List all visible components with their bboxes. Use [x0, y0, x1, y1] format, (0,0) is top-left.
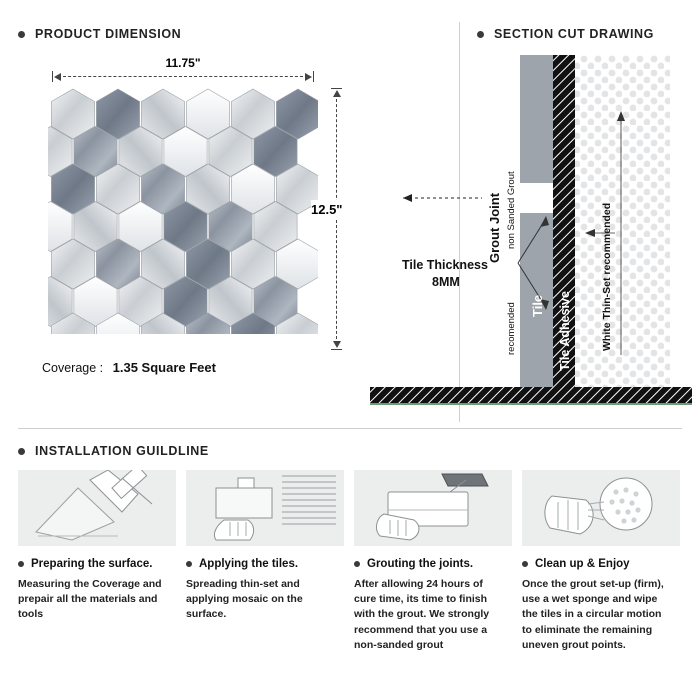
- tile-sample-image: [48, 86, 318, 348]
- height-dimension: [311, 88, 343, 350]
- horizontal-divider: [18, 428, 682, 429]
- coverage-row: [42, 360, 216, 375]
- section-header-installation: [18, 444, 209, 458]
- installation-step: [18, 470, 176, 653]
- installation-steps: [18, 470, 684, 653]
- section-header-product-dimension: [18, 27, 181, 41]
- tile-thickness-label: Tile Thickness: [402, 258, 488, 272]
- grout-note-line2: recomended: [506, 302, 517, 355]
- dimension-cap-top: [331, 88, 342, 89]
- step-illustration: [522, 470, 680, 546]
- arrow-left-icon: [54, 73, 61, 81]
- section-title: PRODUCT DIMENSION: [35, 27, 182, 41]
- height-label: 12.5": [311, 202, 343, 217]
- step-title-row: [186, 558, 344, 570]
- step-illustration: [186, 470, 344, 546]
- tile-adhesive-label: Tile Adhesive: [558, 291, 572, 371]
- bullet-icon: [477, 31, 484, 38]
- section-header-section-cut: [477, 27, 654, 41]
- bullet-icon: [186, 561, 192, 567]
- step-body: After allowing 24 hours of cure time, its time to finish with the grout. We strongly recommend that you use a non-sanded grout: [354, 578, 490, 651]
- dimension-line: [336, 94, 337, 344]
- arrow-up-icon: [333, 90, 341, 97]
- coverage-label: Coverage :: [42, 361, 104, 375]
- installation-step: [354, 470, 512, 653]
- section-title: SECTION CUT DRAWING: [494, 27, 655, 41]
- installation-step: [522, 470, 680, 653]
- dimension-cap-bottom: [331, 349, 342, 350]
- dimension-cap-right: [313, 71, 314, 82]
- step-title: Preparing the surface.: [31, 558, 153, 570]
- step-title: Applying the tiles.: [199, 558, 299, 570]
- arrow-right-icon: [305, 73, 312, 81]
- thinset-label: White Thin-Set recommended: [601, 202, 613, 351]
- trowel-hand-icon: [186, 470, 344, 546]
- dimension-cap-left: [52, 71, 53, 82]
- step-illustration: [354, 470, 512, 546]
- dimension-line: [58, 76, 308, 77]
- bullet-icon: [18, 448, 25, 455]
- bullet-icon: [18, 561, 24, 567]
- bullet-icon: [18, 31, 25, 38]
- section-cut-drawing: [370, 55, 692, 405]
- arrow-down-icon: [333, 341, 341, 348]
- step-title-row: [522, 558, 680, 570]
- grout-note-line1: non Sanded Grout: [506, 171, 517, 249]
- sponge-clean-icon: [522, 470, 680, 546]
- step-title: Clean up & Enjoy: [535, 558, 630, 570]
- width-label: 11.75": [148, 56, 218, 70]
- tile-label: Tile: [530, 294, 545, 317]
- step-body: Measuring the Coverage and prepair all the materials and tools: [18, 578, 162, 621]
- grout-float-icon: [354, 470, 512, 546]
- caulk-gun-icon: [18, 470, 176, 546]
- tile-thickness-value: 8MM: [432, 275, 460, 289]
- section-title: INSTALLATION GUILDLINE: [35, 444, 209, 458]
- step-body: Once the grout set-up (firm), use a wet sponge and wipe the tiles in a circular motion to eliminate the remaining uneven grout points.: [522, 578, 664, 651]
- section-cut-svg: [370, 55, 692, 405]
- coverage-value: 1.35 Square Feet: [112, 360, 216, 375]
- grout-joint-label: Grout Joint: [487, 192, 502, 263]
- installation-step: [186, 470, 344, 653]
- hexagon-mosaic-svg: [48, 86, 318, 348]
- width-dimension: [52, 56, 314, 83]
- bullet-icon: [354, 561, 360, 567]
- step-title-row: [18, 558, 176, 570]
- step-illustration: [18, 470, 176, 546]
- step-body: Spreading thin-set and applying mosaic on the surface.: [186, 578, 303, 621]
- bullet-icon: [522, 561, 528, 567]
- step-title: Grouting the joints.: [367, 558, 474, 570]
- step-title-row: [354, 558, 512, 570]
